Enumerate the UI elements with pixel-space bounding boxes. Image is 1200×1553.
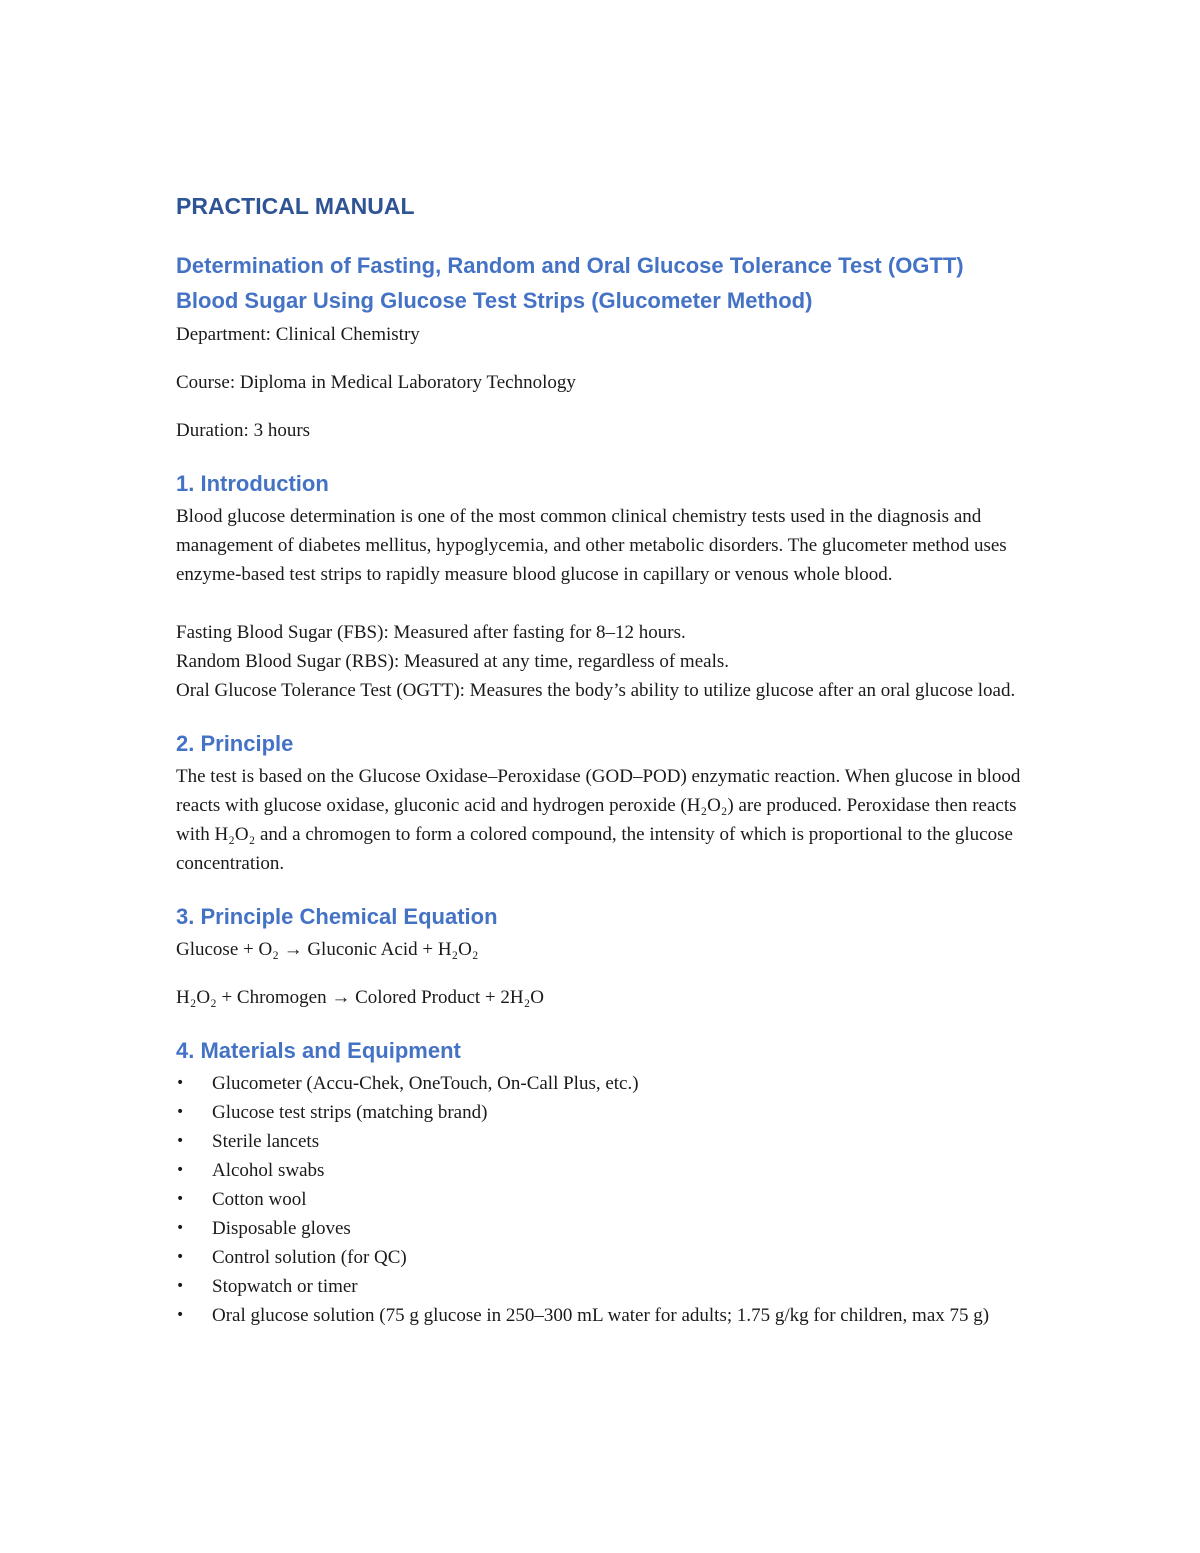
materials-heading: 4. Materials and Equipment — [176, 1038, 461, 1063]
bullet-icon: • — [176, 1133, 185, 1149]
ogtt-definition: Oral Glucose Tolerance Test (OGTT): Measures the body’s ability to utilize glucose after an oral glucose load. — [176, 680, 1016, 701]
course-line: Course: Diploma in Medical Laboratory Technology — [176, 372, 576, 393]
list-item — [176, 1069, 1036, 1098]
bullet-icon: • — [176, 1162, 185, 1178]
duration-line: Duration: 3 hours — [176, 420, 311, 441]
list-item — [176, 1272, 1036, 1301]
materials-list — [176, 1069, 1036, 1330]
document-subtitle — [176, 248, 1036, 318]
list-item — [176, 1127, 1036, 1156]
introduction-paragraph: Blood glucose determination is one of the most common clinical chemistry tests used in the diagnosis and management of diabetes mellitus, hypoglycemia, and other metabolic disorders. The glucometer method uses enzyme-based test strips to rapidly measure blood glucose in capillary or venous whole blood. — [176, 506, 1007, 585]
department-line: Department: Clinical Chemistry — [176, 324, 420, 345]
principle-paragraph: The test is based on the Glucose Oxidase–Peroxidase (GOD–POD) enzymatic reaction. When glucose in blood reacts with glucose oxidase, gluconic acid and hydrogen peroxide (H₂O₂) are produced. Peroxidase then reacts with H₂O₂ and a chromogen to form a colored compound, the intensity of which is proportional to the glucose concentration. — [176, 766, 1021, 874]
bullet-icon: • — [176, 1220, 185, 1236]
principle-heading: 2. Principle — [176, 731, 294, 756]
list-item-text: Disposable gloves — [212, 1218, 351, 1239]
rbs-definition: Random Blood Sugar (RBS): Measured at any time, regardless of meals. — [176, 651, 730, 672]
list-item — [176, 1098, 1036, 1127]
list-item-text: Stopwatch or timer — [212, 1276, 358, 1297]
bullet-icon: • — [176, 1278, 185, 1294]
bullet-icon: • — [176, 1307, 185, 1323]
list-item — [176, 1156, 1036, 1185]
equation-2: H₂O₂ + Chromogen → Colored Product + 2H₂O — [176, 987, 544, 1008]
equation-heading: 3. Principle Chemical Equation — [176, 904, 498, 929]
subtitle-line-2: Blood Sugar Using Glucose Test Strips (Glucometer Method) — [176, 288, 813, 313]
list-item-text: Control solution (for QC) — [212, 1247, 407, 1268]
list-item-text: Glucose test strips (matching brand) — [212, 1102, 488, 1123]
list-item-text: Cotton wool — [212, 1189, 307, 1210]
list-item — [176, 1185, 1036, 1214]
list-item-text: Sterile lancets — [212, 1131, 320, 1152]
document-page — [176, 190, 1036, 1330]
bullet-icon: • — [176, 1104, 185, 1120]
introduction-heading: 1. Introduction — [176, 471, 329, 496]
document-title: PRACTICAL MANUAL — [176, 193, 415, 219]
list-item — [176, 1301, 1036, 1330]
bullet-icon: • — [176, 1249, 185, 1265]
bullet-icon: • — [176, 1075, 185, 1091]
subtitle-line-1: Determination of Fasting, Random and Oral Glucose Tolerance Test (OGTT) — [176, 253, 964, 278]
list-item-text: Oral glucose solution (75 g glucose in 250–300 mL water for adults; 1.75 g/kg for children, max 75 g) — [212, 1305, 990, 1326]
list-item — [176, 1243, 1036, 1272]
bullet-icon: • — [176, 1191, 185, 1207]
fbs-definition: Fasting Blood Sugar (FBS): Measured after fasting for 8–12 hours. — [176, 622, 686, 643]
list-item-text: Glucometer (Accu-Chek, OneTouch, On-Call Plus, etc.) — [212, 1073, 639, 1094]
equation-1: Glucose + O₂ → Gluconic Acid + H₂O₂ — [176, 939, 479, 960]
list-item-text: Alcohol swabs — [212, 1160, 325, 1181]
list-item — [176, 1214, 1036, 1243]
